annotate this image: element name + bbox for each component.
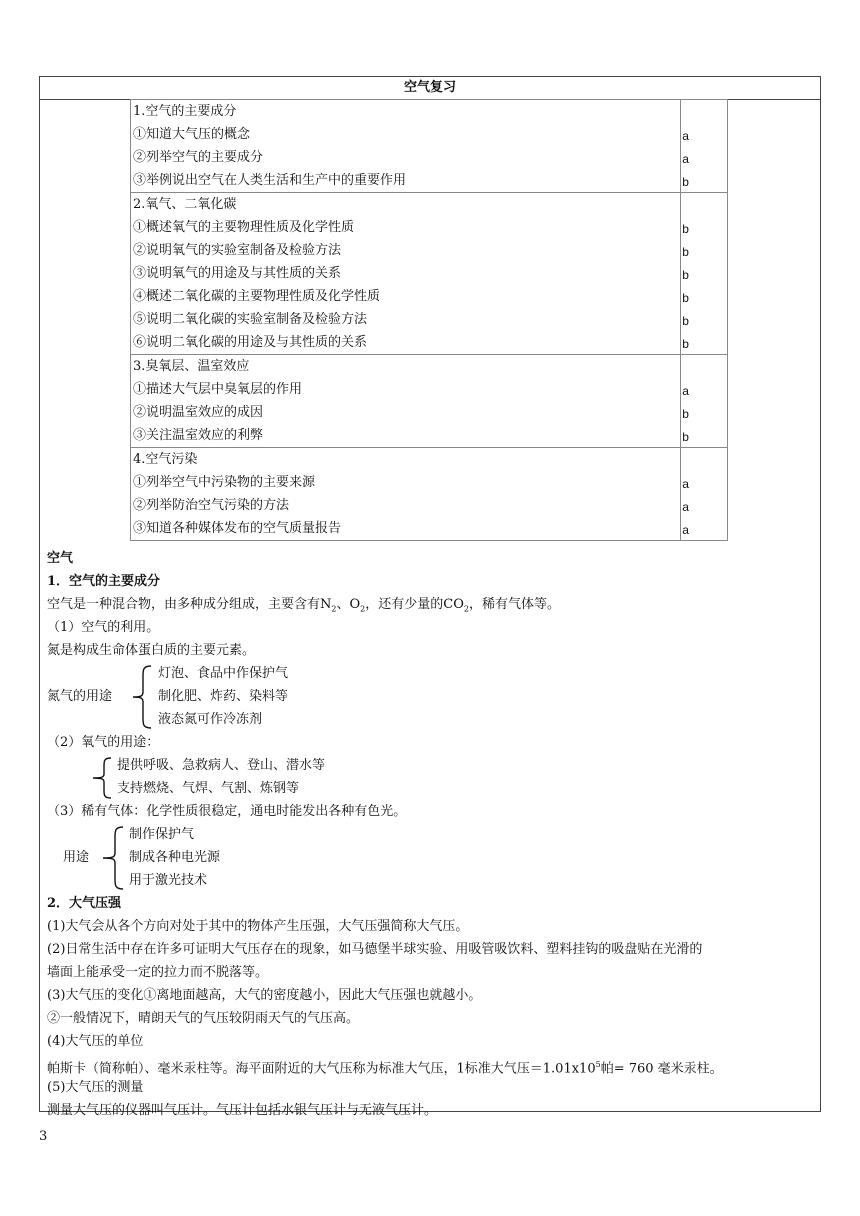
requirement-item: ①列举空气中污染物的主要来源 [133,475,316,490]
requirement-group [131,448,728,541]
pressure-paragraph: (4)大气压的单位 [47,1034,144,1049]
requirement-items-cell [131,448,681,541]
pressure-paragraph: 测量大气压的仪器叫气压计。气压计包括水银气压计与无液气压计。 [47,1103,438,1118]
oxygen-uses-block [47,754,817,800]
noble-gas-uses-block [47,823,817,892]
requirement-item: ⑤说明二氧化碳的实验室制备及检验方法 [133,312,368,327]
requirement-item: ④概述二氧化碳的主要物理性质及化学性质 [133,289,381,304]
requirement-level: a [682,477,689,491]
requirement-group-heading: 2.氧气、二氧化碳 [133,197,237,212]
requirement-item: ③举例说出空气在人类生活和生产中的重要作用 [133,173,407,188]
document-frame [39,76,821,1118]
requirement-item: ③知道各种媒体发布的空气质量报告 [133,521,342,536]
nitrogen-use-item: 灯泡、食品中作保护气 [158,666,289,681]
pressure-paragraph: (3)大气压的变化①离地面越高，大气的密度越小，因此大气压强也就越小。 [47,988,482,1003]
requirement-level: b [682,430,689,444]
requirements-table [130,99,728,541]
nitrogen-uses-block [47,662,817,731]
requirement-item: ⑥说明二氧化碳的用途及与其性质的关系 [133,335,368,350]
pressure-units-text: 帕斯卡（简称帕）、毫米汞柱等。海平面附近的大气压称为标准大气压，1标准大气压$=1.01x10^5$帕= 760 毫米汞柱。 [47,1060,723,1077]
requirement-level: b [682,175,689,189]
requirement-item: ③关注温室效应的利弊 [133,428,264,443]
air-use-heading: （1）空气的利用。 [47,620,160,635]
requirement-level: b [682,268,689,282]
noble-gas-use-item: 制成各种电光源 [129,850,221,865]
requirement-level: b [682,291,689,305]
requirement-level: b [682,407,689,421]
requirement-level: a [682,129,689,143]
noble-gas-heading: （3）稀有气体：化学性质很稳定，通电时能发出各种有色光。 [47,804,407,819]
pressure-paragraph: 墙面上能承受一定的拉力而不脱落等。 [47,965,269,980]
requirement-level: b [682,245,689,259]
nitrogen-use-item: 制化肥、炸药、染料等 [158,689,289,704]
section-2-title: 2．大气压强 [47,896,122,911]
pressure-paragraph: (5)大气压的测量 [47,1080,144,1095]
brace-icon [129,664,155,730]
requirement-item: ②列举空气的主要成分 [133,150,264,165]
requirement-levels-cell [681,355,728,448]
pressure-paragraph: (2)日常生活中存在许多可证明大气压存在的现象，如马德堡半球实验、用吸管吸饮料、塑料挂钩的吸盘贴在光滑的 [47,942,703,957]
air-composition-text: 空气是一种混合物，由多种成分组成，主要含有$N_2$、$O_2$，还有少量的$CO_2$，稀有气体等。 [47,597,560,614]
page-title: 空气复习 [40,77,820,100]
requirement-item: ③说明氧气的用途及与其性质的关系 [133,266,342,281]
requirement-item: ②列举防治空气污染的方法 [133,498,290,513]
requirement-group [131,100,728,193]
requirement-group-heading: 4.空气污染 [133,452,198,467]
requirement-group [131,193,728,355]
requirement-items-cell [131,100,681,193]
requirement-levels-cell [681,193,728,355]
requirement-group-heading: 1.空气的主要成分 [133,104,237,119]
requirement-item: ②说明温室效应的成因 [133,405,264,420]
nitrogen-uses-list [158,662,288,731]
requirement-level: a [682,152,689,166]
pressure-paragraph: ②一般情况下，晴朗天气的气压较阴雨天气的气压高。 [47,1011,360,1026]
requirement-item: ①知道大气压的概念 [133,127,251,142]
requirement-items-cell [131,355,681,448]
requirement-group-heading: 3.臭氧层、温室效应 [133,359,250,374]
oxygen-use-item: 支持燃烧、气焊、气割、炼钢等 [117,781,300,796]
noble-gas-use-item: 制作保护气 [129,827,195,842]
notes-content [47,547,817,1122]
brace-icon [89,756,115,800]
requirement-level: a [682,500,689,514]
oxygen-use-item: 提供呼吸、急救病人、登山、潜水等 [117,758,326,773]
brace-icon [99,825,127,891]
section-1-title: 1．空气的主要成分 [47,574,161,589]
requirement-levels-cell [681,100,728,193]
requirement-group [131,355,728,448]
nitrogen-use-item: 液态氮可作冷冻剂 [158,712,263,727]
page-number: 3 [39,1129,48,1144]
nitrogen-uses-label: 氮气的用途 [47,689,113,704]
requirement-item: ①概述氧气的主要物理性质及化学性质 [133,220,355,235]
oxygen-uses-list [117,754,325,800]
requirement-level: b [682,314,689,328]
requirement-item: ②说明氧气的实验室制备及检验方法 [133,243,342,258]
requirement-items-cell [131,193,681,355]
section-title: 空气 [47,551,74,566]
oxygen-heading: （2）氧气的用途： [47,735,160,750]
noble-gas-uses-list [129,823,220,892]
requirement-level: a [682,384,689,398]
requirement-item: ①描述大气层中臭氧层的作用 [133,382,303,397]
requirement-level: b [682,337,689,351]
noble-gas-use-item: 用于激光技术 [129,873,208,888]
noble-gas-uses-label: 用途 [63,850,90,865]
nitrogen-note: 氮是构成生命体蛋白质的主要元素。 [47,643,256,658]
requirement-level: a [682,523,689,537]
requirement-level: b [682,222,689,236]
requirement-levels-cell [681,448,728,541]
pressure-paragraph: (1)大气会从各个方向对处于其中的物体产生压强，大气压强简称大气压。 [47,919,469,934]
